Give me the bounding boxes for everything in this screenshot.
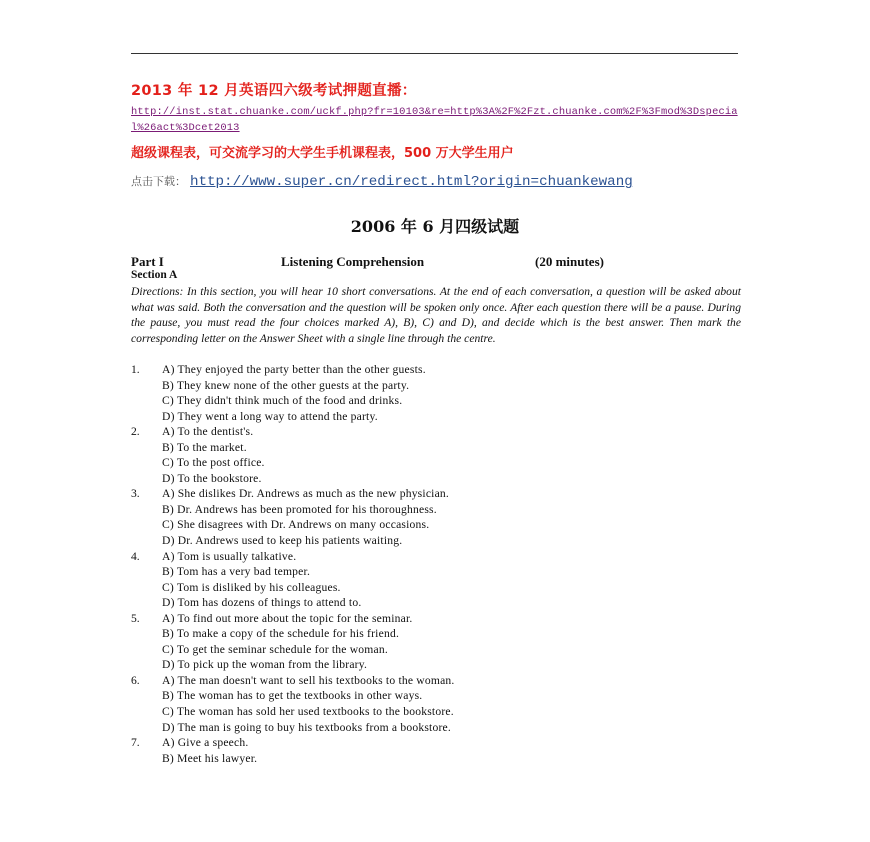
question-line — [131, 533, 741, 549]
answer-option: A) To the dentist's. — [162, 425, 254, 439]
answer-option: C) They didn't think much of the food and drinks. — [162, 394, 403, 408]
question-line — [131, 502, 741, 518]
question-line — [131, 720, 741, 736]
question-line — [131, 704, 741, 720]
answer-option: D) Dr. Andrews used to keep his patients waiting. — [162, 534, 403, 548]
answer-option: B) Meet his lawyer. — [162, 751, 258, 765]
answer-option: B) To the market. — [162, 440, 247, 454]
download-link[interactable]: http://www.super.cn/redirect.html?origin=chuankewang — [190, 174, 633, 190]
answer-option: A) She dislikes Dr. Andrews as much as the new physician. — [162, 487, 450, 501]
question-line — [131, 517, 741, 533]
question-line — [131, 673, 741, 689]
promo-link[interactable]: http://inst.stat.chuanke.com/uckf.php?fr=10103&re=http%3A%2F%2Fzt.chuanke.com%2F%3Fmod%3Dspecial%26act%3Dcet2013 — [131, 106, 738, 134]
question-number: 4. — [131, 549, 140, 563]
question-line — [131, 688, 741, 704]
question-line — [131, 751, 741, 767]
question-line — [131, 378, 741, 394]
question-line — [131, 486, 741, 502]
question-line — [131, 642, 741, 658]
question-number: 5. — [131, 611, 140, 625]
download-row — [131, 172, 633, 190]
answer-option: B) The woman has to get the textbooks in other ways. — [162, 689, 423, 703]
answer-option: B) They knew none of the other guests at the party. — [162, 378, 410, 392]
header-rule — [131, 53, 738, 54]
answer-option: C) To get the seminar schedule for the woman. — [162, 642, 388, 656]
promo-title: 2013 年 12 月英语四六级考试押题直播： — [131, 83, 417, 99]
question-line — [131, 595, 741, 611]
question-line — [131, 424, 741, 440]
exam-title: 2006 年 6 月四级试题 — [350, 217, 520, 236]
question-list — [131, 362, 741, 766]
question-line — [131, 471, 741, 487]
directions-text: Directions: In this section, you will hear 10 short conversations. At the end of each conversation, a question will be asked about what was said. Both the conversation and the question will be spoken only once. After each question there will be a pause. During the pause, you must read the four choices marked A), B), C) and D), and decide which is the best answer. Then mark the corresponding letter on the Answer Sheet with a single line through the centre. — [131, 285, 741, 345]
question-number: 3. — [131, 487, 140, 501]
question-line — [131, 409, 741, 425]
question-number: 6. — [131, 673, 140, 687]
question-line — [131, 393, 741, 409]
part-name: Listening Comprehension — [281, 254, 425, 269]
answer-option: D) The man is going to buy his textbooks from a bookstore. — [162, 720, 451, 734]
part-number: Part I — [131, 254, 164, 269]
question-number: 7. — [131, 736, 140, 750]
download-label: 点击下载： — [131, 175, 186, 188]
promo-subtitle: 超级课程表，可交流学习的大学生手机课程表，500 万大学生用户 — [131, 146, 514, 161]
answer-option: C) She disagrees with Dr. Andrews on many occasions. — [162, 518, 430, 532]
question-line — [131, 611, 741, 627]
answer-option: B) To make a copy of the schedule for his friend. — [162, 627, 400, 641]
question-number: 1. — [131, 363, 140, 376]
question-number: 2. — [131, 425, 140, 439]
answer-option: A) The man doesn't want to sell his textbooks to the woman. — [162, 673, 455, 687]
question-line — [131, 455, 741, 471]
answer-option: D) To the bookstore. — [162, 471, 262, 485]
answer-option: C) Tom is disliked by his colleagues. — [162, 580, 341, 594]
answer-option: A) They enjoyed the party better than the other guests. — [162, 363, 426, 376]
answer-option: D) Tom has dozens of things to attend to. — [162, 596, 362, 610]
answer-option: C) The woman has sold her used textbooks to the bookstore. — [162, 705, 454, 719]
answer-option: C) To the post office. — [162, 456, 265, 470]
answer-option: D) To pick up the woman from the library. — [162, 658, 368, 672]
question-line — [131, 362, 741, 378]
question-line — [131, 440, 741, 456]
question-line — [131, 626, 741, 642]
answer-option: A) Tom is usually talkative. — [162, 549, 297, 563]
part-duration: (20 minutes) — [535, 254, 604, 269]
question-line — [131, 549, 741, 565]
question-line — [131, 735, 741, 751]
question-line — [131, 580, 741, 596]
answer-option: B) Dr. Andrews has been promoted for his thoroughness. — [162, 502, 437, 516]
question-line — [131, 657, 741, 673]
answer-option: A) Give a speech. — [162, 736, 249, 750]
answer-option: B) Tom has a very bad temper. — [162, 565, 311, 579]
section-label: Section A — [131, 269, 178, 281]
question-line — [131, 564, 741, 580]
answer-option: D) They went a long way to attend the party. — [162, 409, 378, 423]
answer-option: A) To find out more about the topic for the seminar. — [162, 611, 413, 625]
